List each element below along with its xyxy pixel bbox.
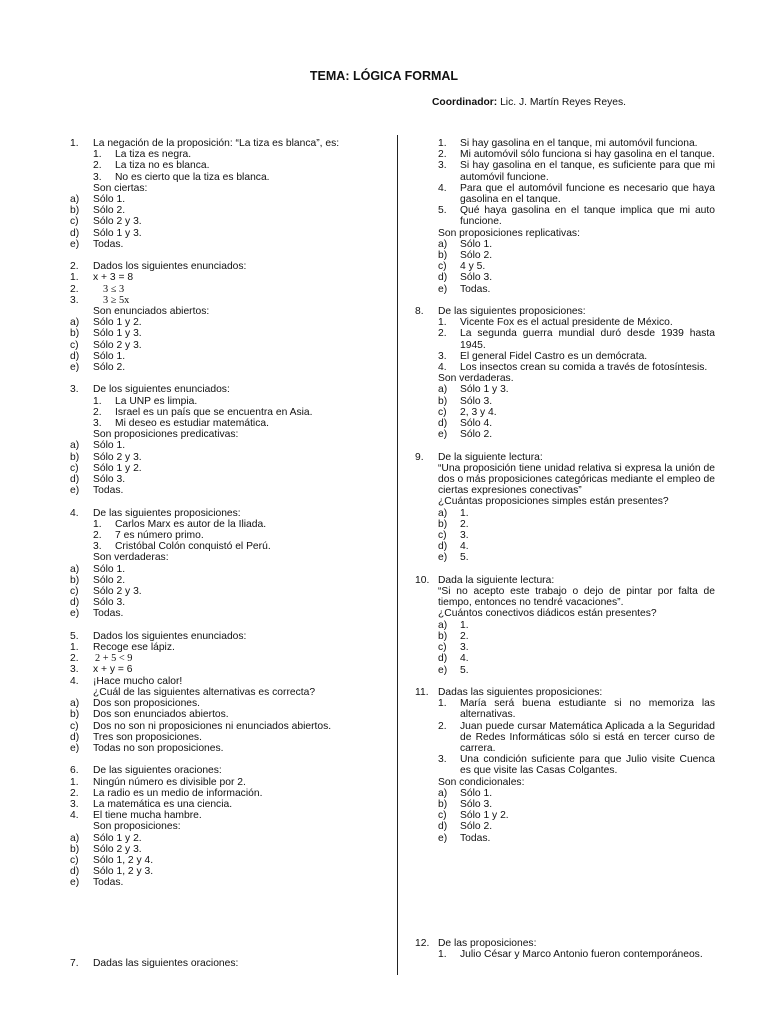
item-text: Recoge ese lápiz. [93,642,175,654]
item-text: Si hay gasolina en el tanque, es suficiente para que mi automóvil funcione. [460,160,715,183]
option-text: Sólo 3. [460,272,493,284]
item-key: 2. [93,530,102,542]
option-text: Sólo 1. [93,194,126,206]
option-text: Sólo 2 y 3. [93,451,142,463]
option-key: c) [70,462,79,474]
item-key: 4. [438,362,447,374]
option-key: e) [438,283,448,295]
item-text: Una condición suficiente para que Julio visite Cuenca es que visite las Casas Colgantes. [460,754,715,777]
option-text: Sólo 1 y 2. [93,462,142,474]
question-number: 5. [70,630,79,642]
coordinator-label: Coordinador: [432,97,498,108]
option-text: Sólo 1 y 3. [93,227,142,239]
item-key: 2. [438,720,447,732]
option-key: e) [70,877,80,889]
option-text: Sólo 3. [460,395,493,407]
option-key: d) [438,541,448,553]
question-prompt: Son ciertas: [93,182,148,194]
option-key: b) [70,205,80,217]
option-text: 2. [460,518,469,530]
option-text: Todas. [93,877,124,889]
option-key: a) [70,440,80,452]
question-number: 11. [415,686,429,698]
option-key: e) [70,485,80,497]
item-text: Vicente Fox es el actual presidente de México. [460,317,673,329]
option-text: 4. [460,541,469,553]
item-key: 1. [438,138,447,149]
item-key: 3. [93,171,102,183]
question-8 [415,306,715,440]
question-number: 10. [415,574,430,586]
option-key: a) [438,384,448,396]
option-text: Dos son enunciados abiertos. [93,709,229,721]
option-text: 5. [460,552,469,564]
option-key: e) [438,664,448,676]
question-text: De las siguientes oraciones: [93,765,222,777]
item-text: Los insectos crean su comida a través de fotosíntesis. [460,362,708,374]
option-text: Sólo 2. [460,429,493,441]
question-text: De las siguientes proposiciones: [93,507,241,519]
question-text: Dados los siguientes enunciados: [93,261,247,273]
item-key: 4. [438,182,447,194]
option-key: c) [70,339,79,351]
question-6 [70,765,370,888]
item-key: 2. [70,653,79,665]
item-text: La tiza no es blanca. [115,160,210,172]
option-text: Sólo 1 y 2. [93,317,142,329]
option-text: Sólo 4. [460,418,493,430]
option-text: Sólo 1 y 2. [460,810,509,822]
option-key: b) [70,451,80,463]
option-text: 3. [460,530,469,542]
option-key: b) [438,518,448,530]
item-text: 2 + 5 < 9 [95,653,133,665]
option-text: Todas. [93,238,124,250]
option-text: Sólo 3. [93,474,126,486]
item-text: Ningún número es divisible por 2. [93,776,246,788]
question-number: 9. [415,451,424,463]
question-number: 12. [415,938,430,949]
item-key: 3. [70,664,79,676]
question-text: Dadas las siguientes oraciones: [93,958,239,969]
option-key: d) [438,418,448,430]
item-key: 3. [93,418,102,430]
option-text: 4 y 5. [460,261,486,273]
item-key: 2. [70,787,79,799]
option-text: Dos son proposiciones. [93,698,201,710]
coordinator-name: Lic. J. Martín Reyes Reyes. [497,97,626,108]
option-text: 5. [460,664,469,676]
question-prompt: Son proposiciones: [93,821,181,833]
item-key: 2. [93,406,102,418]
option-text: Todas. [460,832,491,844]
option-key: b) [438,395,448,407]
option-text: Sólo 1, 2 y 3. [93,866,154,878]
question-prompt: Son proposiciones predicativas: [93,429,239,441]
option-key: c) [438,261,447,273]
option-text: Sólo 2. [93,362,126,374]
option-text: Sólo 1. [93,350,126,362]
item-text: Para que el automóvil funcione es necesario que haya gasolina en el tanque. [460,182,715,206]
option-text: Sólo 2 y 3. [93,843,142,855]
option-key: a) [438,238,448,250]
option-key: d) [438,272,448,284]
option-key: d) [70,866,80,878]
left-column [70,138,370,900]
option-key: a) [438,787,448,799]
option-key: a) [70,698,80,710]
option-key: d) [70,731,80,743]
option-key: c) [70,720,79,732]
item-key: 1. [70,272,79,284]
option-text: Sólo 1. [460,238,493,250]
option-text: Sólo 2 y 3. [93,586,142,598]
item-key: 1. [438,949,447,961]
option-text: Sólo 2. [93,574,126,586]
item-text: La radio es un medio de información. [93,787,263,799]
option-text: 1. [460,619,469,631]
item-key: 1. [70,776,79,788]
item-key: 3. [70,294,79,306]
question-10 [415,575,715,676]
item-text: Mi deseo es estudiar matemática. [115,418,269,430]
item-key: 3. [93,541,102,553]
question-5 [70,631,370,754]
option-text: 4. [460,653,469,665]
item-key: 1. [93,395,102,407]
item-key: 3. [438,350,447,362]
item-text: No es cierto que la tiza es blanca. [115,171,270,183]
option-key: d) [438,821,448,833]
question-text: La negación de la proposición: “La tiza es blanca”, es: [93,138,340,149]
item-text: 7 es número primo. [115,530,204,542]
option-key: e) [70,238,80,250]
question-prompt: ¿Cuál de las siguientes alternativas es correcta? [93,686,316,698]
item-text: x + y = 6 [93,664,133,676]
option-key: d) [70,474,80,486]
item-text: El general Fidel Castro es un demócrata. [460,350,648,362]
option-key: c) [70,216,79,228]
option-text: Todas. [93,485,124,497]
option-key: c) [438,810,447,822]
item-key: 5. [438,205,447,217]
question-1 [70,138,370,250]
question-12 [415,938,715,960]
option-key: a) [438,507,448,519]
option-key: c) [438,642,447,654]
item-key: 4. [70,675,79,687]
item-key: 1. [438,698,447,710]
option-text: Sólo 2 y 3. [93,339,142,351]
option-text: Sólo 1 y 3. [93,328,142,340]
item-key: 2. [438,149,447,161]
option-key: b) [438,630,448,642]
option-text: 1. [460,507,469,519]
reading-quote: “Una proposición tiene unidad relativa si expresa la unión de dos o más proposiciones categóricas mediante el empleo de ciertas expresiones conectivas” [438,462,715,497]
item-text: Juan puede cursar Matemática Aplicada a la Seguridad de Redes Informáticas sólo si está en tercer curso de carrera. [460,720,715,754]
question-prompt: Son enunciados abiertos: [93,306,210,318]
option-key: d) [70,350,80,362]
right-column [415,138,715,855]
option-key: a) [70,832,80,844]
question-3 [70,384,370,496]
item-key: 2. [70,283,79,295]
question-text: De los siguientes enunciados: [93,384,230,396]
question-text: Dadas las siguientes proposiciones: [438,686,603,698]
option-text: 2. [460,630,469,642]
option-key: e) [70,362,80,374]
question-prompt: Son proposiciones replicativas: [438,227,580,239]
column-divider [397,135,398,975]
question-text: De la siguiente lectura: [438,451,543,463]
item-key: 2. [438,328,447,340]
item-text: La UNP es limpia. [115,395,198,407]
item-text: x + 3 = 8 [93,272,134,284]
option-key: d) [70,597,80,609]
page-title: TEMA: LÓGICA FORMAL [309,69,459,83]
option-key: e) [70,742,80,754]
option-text: Sólo 1. [93,563,126,575]
question-4 [70,508,370,620]
option-key: c) [70,586,79,598]
coordinator-line [432,97,626,108]
question-7-continued [415,138,715,295]
option-text: Sólo 1. [93,440,126,452]
item-text: Cristóbal Colón conquistó el Perú. [115,541,271,553]
item-text: El tiene mucha hambre. [93,810,202,822]
question-number: 3. [70,384,79,396]
item-text: ¡Hace mucho calor! [93,675,183,687]
option-key: b) [70,328,80,340]
option-key: a) [438,619,448,631]
option-text: Todas. [460,283,491,295]
option-key: e) [438,552,448,564]
item-key: 2. [93,160,102,172]
question-number: 6. [70,765,79,777]
option-text: Todas no son proposiciones. [93,742,224,754]
option-text: 3. [460,642,469,654]
option-text: Sólo 2. [460,821,493,833]
option-key: e) [70,608,80,620]
item-text: Israel es un país que se encuentra en Asia. [115,406,313,418]
question-number: 1. [70,138,79,149]
option-key: b) [438,250,448,262]
question-2 [70,261,370,373]
option-key: b) [70,709,80,721]
option-key: d) [70,227,80,239]
item-text: Carlos Marx es autor de la Iliada. [115,518,267,530]
option-key: c) [70,854,79,866]
option-key: b) [70,574,80,586]
item-text: La matemática es una ciencia. [93,798,233,810]
option-text: Sólo 1, 2 y 4. [93,854,154,866]
question-prompt: Son condicionales: [438,776,525,788]
question-text: De las siguientes proposiciones: [438,306,586,318]
question-text: De las proposiciones: [438,938,537,949]
option-key: b) [438,798,448,810]
question-number: 8. [415,306,424,318]
item-key: 3. [438,160,447,172]
reading-quote: “Si no acepto este trabajo o dejo de pintar por falta de tiempo, entonces no tendré vacaciones”. [438,586,715,609]
item-text: La tiza es negra. [115,149,192,161]
question-text: Dada la siguiente lectura: [438,574,555,586]
option-key: d) [438,653,448,665]
question-text: Dados los siguientes enunciados: [93,630,247,642]
option-text: Sólo 1 y 3. [460,384,509,396]
option-text: Dos no son ni proposiciones ni enunciados abiertos. [93,720,332,732]
option-text: 2, 3 y 4. [460,406,497,418]
item-key: 3. [438,754,447,766]
option-key: e) [438,429,448,441]
item-text: Qué haya gasolina en el tanque implica que mi auto funcione. [460,205,715,228]
question-7-heading [70,958,370,969]
item-text: María será buena estudiante si no memoriza las alternativas. [460,698,715,721]
option-text: Sólo 1 y 2. [93,832,142,844]
item-text: Mi automóvil sólo funciona si hay gasolina en el tanque. [460,149,715,161]
question-number: 4. [70,507,79,519]
question-11 [415,687,715,844]
option-key: c) [438,406,447,418]
item-key: 1. [93,149,102,161]
item-key: 1. [70,642,79,654]
option-key: b) [70,843,80,855]
item-text: 3 ≤ 3 [103,283,125,295]
question-number: 2. [70,261,79,273]
option-text: Sólo 3. [460,798,493,810]
item-text: La segunda guerra mundial duró desde 1939 hasta 1945. [460,328,715,351]
option-key: c) [438,530,447,542]
question-number: 7. [70,958,79,969]
option-text: Tres son proposiciones. [93,731,202,743]
option-key: e) [438,832,448,844]
item-text: Si hay gasolina en el tanque, mi automóvil funciona. [460,138,698,149]
item-key: 1. [93,518,102,530]
option-text: Sólo 2 y 3. [93,216,142,228]
option-text: Todas. [93,608,124,620]
option-key: a) [70,563,80,575]
question-prompt: Son verdaderas: [93,552,169,564]
option-text: Sólo 1. [460,787,493,799]
question-prompt: ¿Cuántos conectivos diádicos están presentes? [438,608,657,620]
option-key: a) [70,194,80,206]
item-text: 3 ≥ 5x [103,294,130,306]
item-key: 1. [438,317,447,329]
option-key: a) [70,317,80,329]
item-key: 4. [70,810,79,822]
question-9 [415,452,715,564]
item-text: Julio César y Marco Antonio fueron contemporáneos. [460,949,703,961]
question-prompt: ¿Cuántas proposiciones simples están presentes? [438,496,669,508]
option-text: Sólo 2. [460,250,493,262]
option-text: Sólo 3. [93,597,126,609]
option-text: Sólo 2. [93,205,126,217]
item-key: 3. [70,798,79,810]
question-prompt: Son verdaderas. [438,373,514,385]
